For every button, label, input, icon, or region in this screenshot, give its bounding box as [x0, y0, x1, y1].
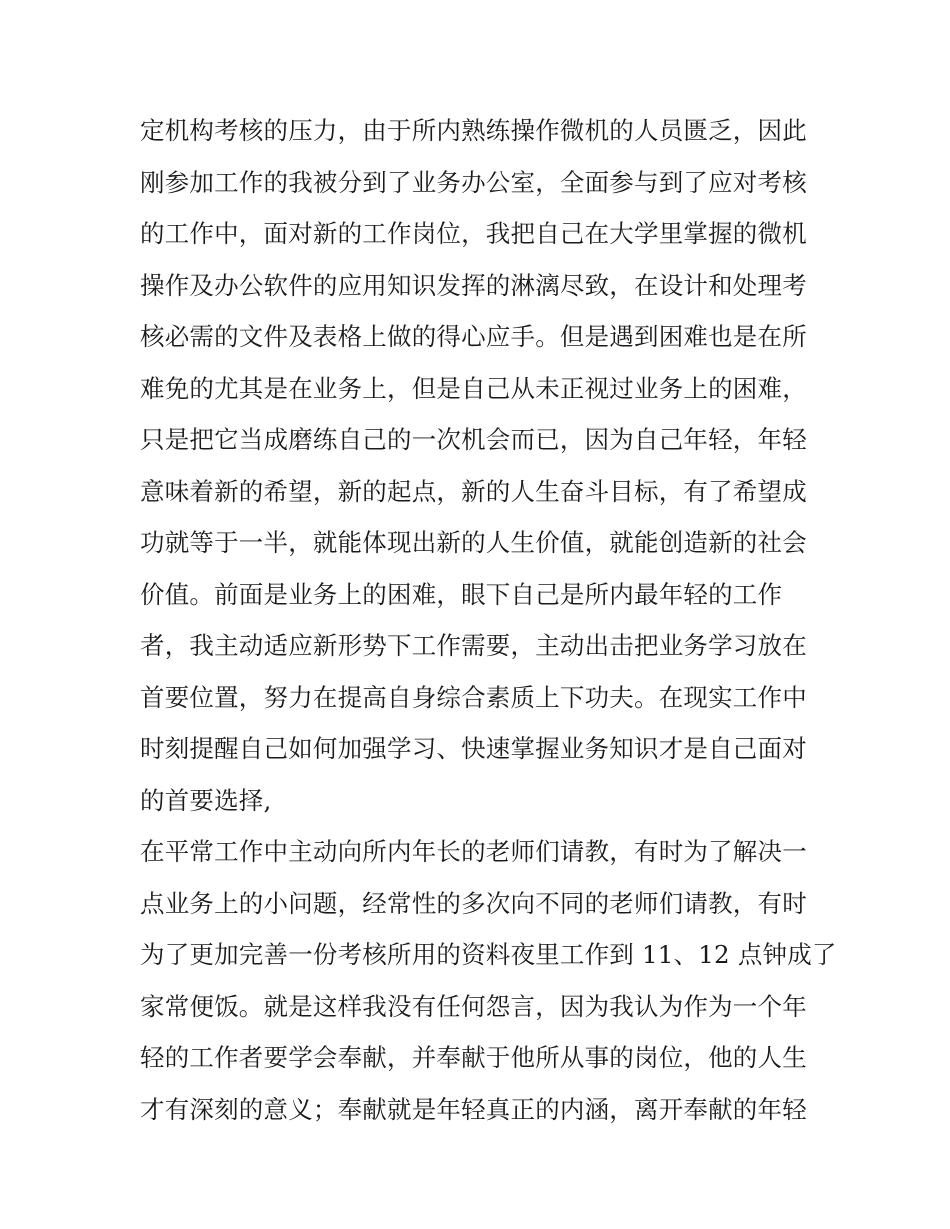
text-line: 的工作中，面对新的工作岗位，我把自己在大学里掌握的微机: [140, 219, 807, 248]
text-line: 意味着新的希望，新的起点，新的人生奋斗目标，有了希望成: [140, 476, 807, 506]
text-line: 难免的尤其是在业务上，但是自己从未正视过业务上的困难，: [140, 373, 807, 403]
text-line: 点业务上的小问题，经常性的多次向不同的老师们请教，有时: [140, 888, 807, 918]
text-line: 轻的工作者要学会奉献，并奉献于他所从事的岗位，他的人生: [140, 1043, 807, 1072]
text-line: 者，我主动适应新形势下工作需要，主动出击把业务学习放在: [140, 631, 807, 660]
text-line: 核必需的文件及表格上做的得心应手。但是遇到困难也是在所: [140, 322, 807, 351]
text-line: 为了更加完善一份考核所用的资料夜里工作到 11、12 点钟成了: [140, 940, 837, 969]
text-line: 功就等于一半，就能体现出新的人生价值，就能创造新的社会: [140, 528, 807, 557]
text-line: 在平常工作中主动向所内年长的老师们请教，有时为了解决一: [140, 837, 807, 866]
text-line: 定机构考核的压力，由于所内熟练操作微机的人员匮乏，因此: [140, 116, 807, 145]
text-line: 的首要选择,: [140, 785, 272, 815]
text-line: 只是把它当成磨练自己的一次机会而已，因为自己年轻，年轻: [140, 425, 807, 454]
text-line: 价值。前面是业务上的困难，眼下自己是所内最年轻的工作: [140, 579, 783, 609]
text-line: 首要位置，努力在提高自身综合素质上下功夫。在现实工作中: [140, 682, 807, 712]
text-line: 才有深刻的意义；奉献就是年轻真正的内涵，离开奉献的年轻: [140, 1094, 807, 1124]
body-text: [140, 105, 840, 1135]
text-line: 时刻提醒自己如何加强学习、快速掌握业务知识才是自己面对: [140, 734, 807, 763]
text-line: 家常便饭。就是这样我没有任何怨言，因为我认为作为一个年: [140, 991, 807, 1021]
text-line: 操作及办公软件的应用知识发挥的淋漓尽致，在设计和处理考: [140, 270, 807, 300]
text-line: 刚参加工作的我被分到了业务办公室，全面参与到了应对考核: [140, 167, 807, 197]
